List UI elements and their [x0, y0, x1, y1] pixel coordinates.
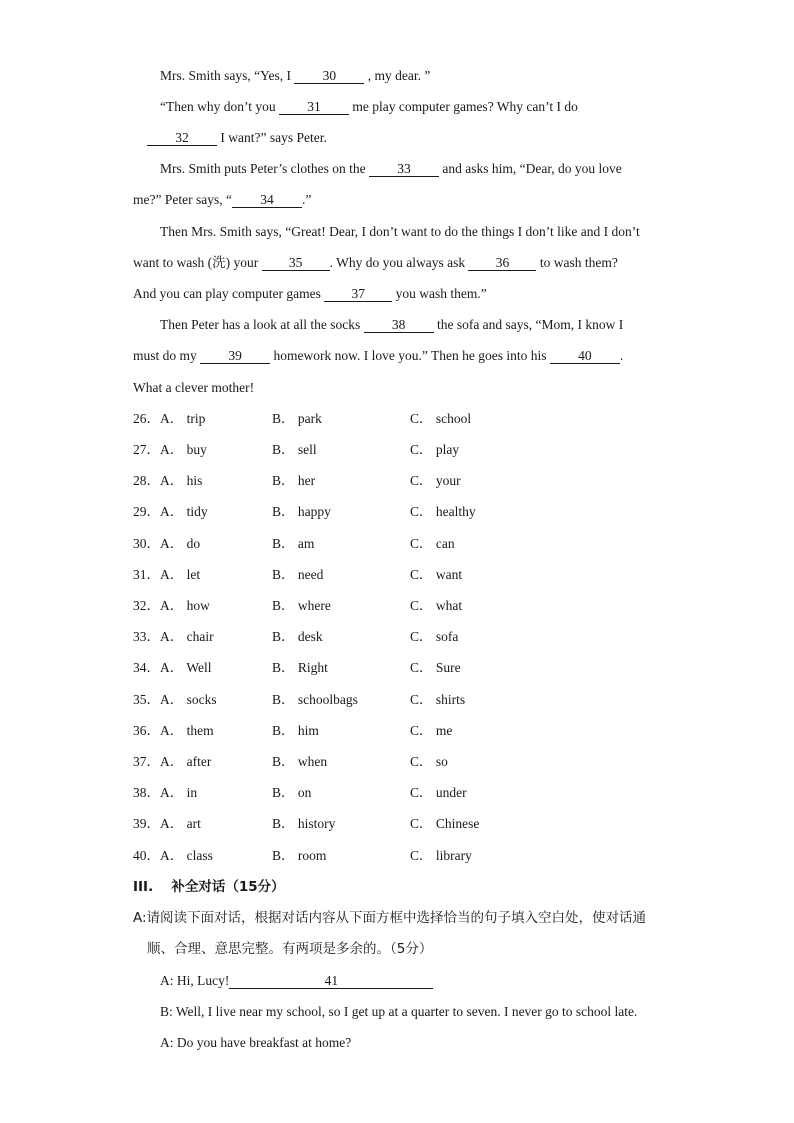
option-a[interactable]: A． them	[160, 723, 214, 738]
option-b[interactable]: B． Right	[272, 660, 328, 675]
passage-line-4: Mrs. Smith puts Peter’s clothes on the 33 and asks him, “Dear, do you love	[160, 161, 622, 176]
blank-39[interactable]: 39	[200, 348, 270, 364]
option-b[interactable]: B． need	[272, 567, 324, 582]
option-b[interactable]: B． him	[272, 723, 319, 738]
option-a[interactable]: A． how	[160, 598, 210, 613]
blank-38[interactable]: 38	[364, 317, 434, 333]
blank-41[interactable]: 41	[229, 973, 433, 989]
question-number: 26．	[133, 411, 160, 426]
option-b[interactable]: B． sell	[272, 442, 317, 457]
option-b[interactable]: B． desk	[272, 629, 323, 644]
blank-36[interactable]: 36	[468, 255, 536, 271]
section-instruction-line-1: A:请阅读下面对话，根据对话内容从下面方框中选择恰当的句子填入空白处，使对话通	[133, 910, 647, 926]
passage-line-8: And you can play computer games 37 you wash them.”	[133, 286, 487, 301]
dialogue-line-3: A: Do you have breakfast at home?	[160, 1035, 352, 1050]
passage-line-9: Then Peter has a look at all the socks 38 the sofa and says, “Mom, I know I	[160, 317, 624, 332]
passage-line-5: me?” Peter says, “ 34 .”	[133, 192, 312, 207]
question-number: 34．	[133, 660, 160, 675]
question-number: 39．	[133, 816, 160, 831]
option-c[interactable]: C． so	[410, 754, 448, 769]
passage-line-3: 32 I want?” says Peter.	[147, 129, 327, 147]
question-number: 36．	[133, 723, 160, 738]
option-c[interactable]: C． healthy	[410, 504, 476, 519]
option-b[interactable]: B． where	[272, 598, 331, 613]
option-c[interactable]: C． me	[410, 723, 453, 738]
question-number: 32．	[133, 598, 160, 613]
section-instruction-line-2: 顺、合理、意思完整。有两项是多余的。（5分）	[147, 941, 433, 957]
question-number: 27．	[133, 442, 160, 457]
question-number: 38．	[133, 785, 160, 800]
question-number: 28．	[133, 473, 160, 488]
section-title: III. 补全对话（15分）	[133, 879, 285, 895]
blank-32[interactable]: 32	[147, 130, 217, 146]
passage-line-11: What a clever mother!	[133, 380, 255, 395]
option-b[interactable]: B． history	[272, 816, 336, 831]
option-a[interactable]: A． do	[160, 536, 201, 551]
option-b[interactable]: B． room	[272, 848, 327, 863]
dialogue-line-2: B: Well, I live near my school, so I get up at a quarter to seven. I never go to school late.	[160, 1004, 638, 1019]
option-c[interactable]: C． library	[410, 848, 472, 863]
option-a[interactable]: A． his	[160, 473, 203, 488]
option-b[interactable]: B． park	[272, 411, 322, 426]
question-number: 35．	[133, 692, 160, 707]
question-number: 30．	[133, 536, 160, 551]
blank-35[interactable]: 35	[262, 255, 330, 271]
option-a[interactable]: A． chair	[160, 629, 214, 644]
passage-line-1: Mrs. Smith says, “Yes, I 30 , my dear. ”	[160, 68, 431, 83]
blank-37[interactable]: 37	[324, 286, 392, 302]
passage-line-7: want to wash (洗) your 35 . Why do you always ask 36 to wash them?	[133, 255, 618, 270]
option-c[interactable]: C． under	[410, 785, 467, 800]
dialogue-line-1: A: Hi, Lucy! 41	[160, 972, 433, 990]
option-b[interactable]: B． am	[272, 536, 315, 551]
option-c[interactable]: C． school	[410, 411, 472, 426]
option-c[interactable]: C． what	[410, 598, 463, 613]
question-number: 29．	[133, 504, 160, 519]
option-a[interactable]: A． class	[160, 848, 213, 863]
option-b[interactable]: B． when	[272, 754, 328, 769]
option-b[interactable]: B． happy	[272, 504, 331, 519]
option-b[interactable]: B． schoolbags	[272, 692, 358, 707]
option-c[interactable]: C． Sure	[410, 660, 461, 675]
option-c[interactable]: C． can	[410, 536, 455, 551]
option-a[interactable]: A． art	[160, 816, 201, 831]
option-c[interactable]: C． shirts	[410, 692, 466, 707]
question-number: 33．	[133, 629, 160, 644]
option-a[interactable]: A． buy	[160, 442, 207, 457]
blank-30[interactable]: 30	[294, 68, 364, 84]
blank-31[interactable]: 31	[279, 99, 349, 115]
option-a[interactable]: A． trip	[160, 411, 206, 426]
option-a[interactable]: A． after	[160, 754, 212, 769]
option-c[interactable]: C． want	[410, 567, 463, 582]
option-c[interactable]: C． play	[410, 442, 460, 457]
option-a[interactable]: A． let	[160, 567, 201, 582]
option-c[interactable]: C． your	[410, 473, 461, 488]
passage-line-6: Then Mrs. Smith says, “Great! Dear, I don’t want to do the things I don’t like and I don’t	[160, 224, 640, 239]
option-a[interactable]: A． Well	[160, 660, 212, 675]
question-number: 37．	[133, 754, 160, 769]
option-c[interactable]: C． sofa	[410, 629, 459, 644]
passage-line-2: “Then why don’t you 31 me play computer games? Why can’t I do	[160, 99, 578, 114]
option-a[interactable]: A． socks	[160, 692, 217, 707]
blank-40[interactable]: 40	[550, 348, 620, 364]
question-number: 31．	[133, 567, 160, 582]
option-b[interactable]: B． her	[272, 473, 316, 488]
option-b[interactable]: B． on	[272, 785, 312, 800]
option-a[interactable]: A． tidy	[160, 504, 208, 519]
blank-33[interactable]: 33	[369, 161, 439, 177]
blank-34[interactable]: 34	[232, 192, 302, 208]
option-a[interactable]: A． in	[160, 785, 198, 800]
option-c[interactable]: C． Chinese	[410, 816, 480, 831]
question-number: 40．	[133, 848, 160, 863]
passage-line-10: must do my 39 homework now. I love you.” Then he goes into his 40 .	[133, 348, 624, 363]
